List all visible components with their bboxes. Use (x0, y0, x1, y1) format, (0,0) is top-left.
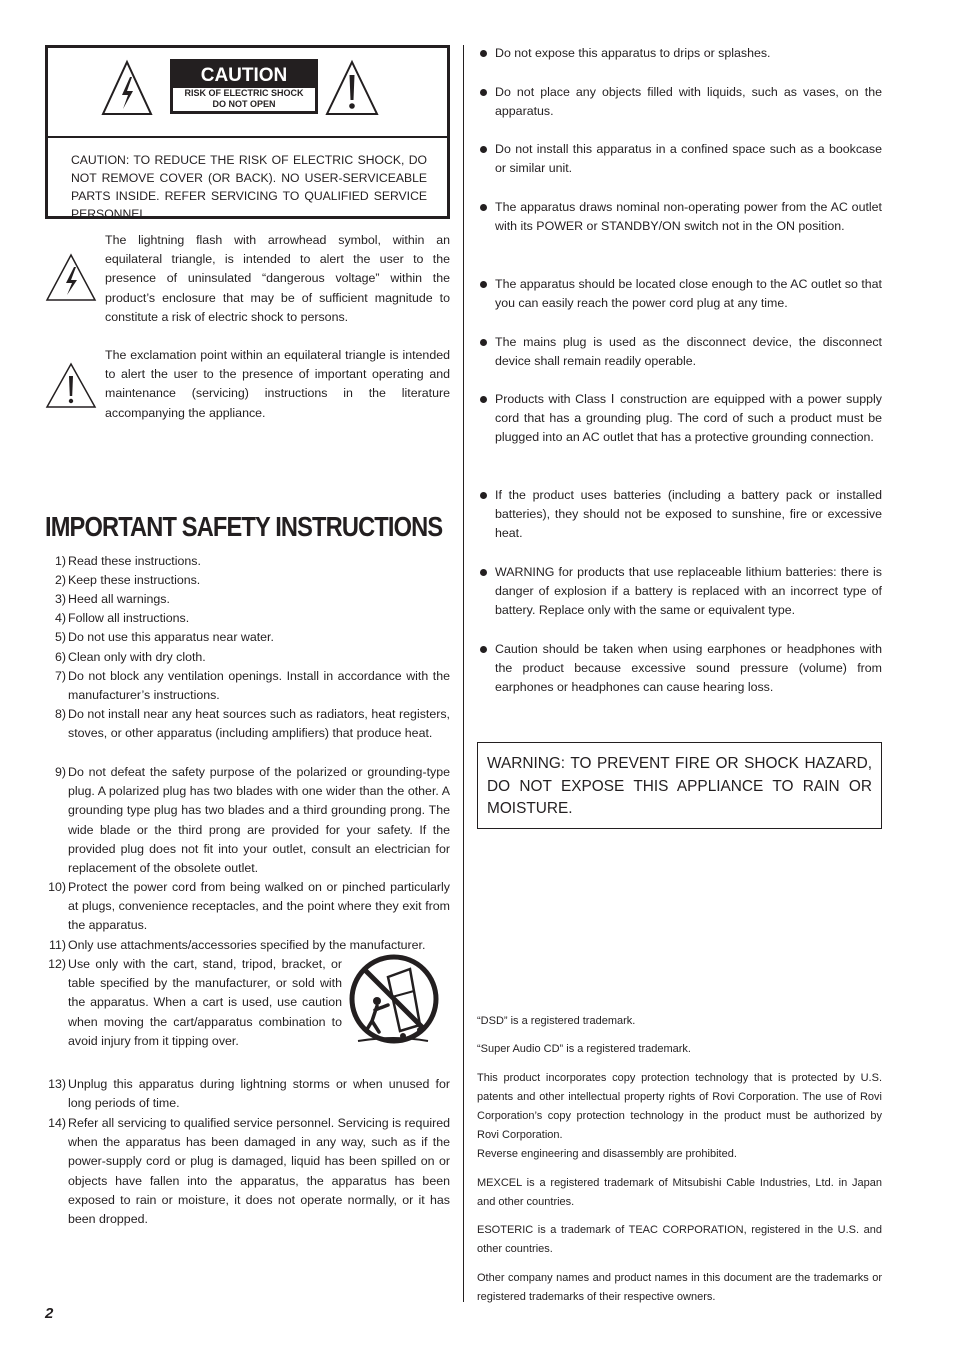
trademark-dsd: “DSD” is a registered trademark. (477, 1015, 636, 1027)
caution-label (170, 59, 318, 114)
bullet-item (477, 83, 882, 121)
bullet-text: The mains plug is used as the disconnect device, the disconnect device shall remain readily operable. (495, 335, 882, 369)
bullet-text: WARNING for products that use replaceable lithium batteries: there is danger of explosion if a battery is replaced with an incorrect type of battery. Replace only with the same or equivalent type. (495, 565, 882, 618)
bullet-item (477, 140, 882, 178)
bullet-text: Do not place any objects filled with liquids, such as vases, on the apparatus. (495, 85, 882, 119)
bullet-text: Do not install this apparatus in a confined space such as a bookcase or similar unit. (495, 142, 882, 176)
instruction-item (40, 955, 342, 1051)
instruction-number: 4) (54, 611, 66, 625)
lightning-symbol-text: The lightning flash with arrowhead symbol, within an equilateral triangle, is intended to alert the user to the presence of uninsulated “dangerous voltage” within the product’s enclosure that may be of sufficient magnitude to constitute a risk of electric shock to persons. (105, 233, 450, 324)
caution-text: CAUTION: TO REDUCE THE RISK OF ELECTRIC SHOCK, DO NOT REMOVE COVER (OR BACK). NO USER-SERVICEABLE PARTS INSIDE. REFER SERVICING TO QUALIFIED SERVICE PERSONNEL. (71, 153, 427, 221)
reverse-engineering-notice: Reverse engineering and disassembly are prohibited. (477, 1148, 737, 1160)
instruction-text: Follow all instructions. (68, 611, 190, 625)
exclamation-symbol-text: The exclamation point within an equilateral triangle is intended to alert the user to the presence of important operating and maintenance (servicing) instructions in the literature accompanying the appliance. (105, 348, 450, 420)
bullet-text: If the product uses batteries (including a battery pack or installed batteries), they should not be exposed to sunshine, fire or excessive heat. (495, 488, 882, 541)
instruction-number: 7) (54, 669, 66, 683)
bullet-dot (480, 569, 487, 576)
instruction-item (40, 628, 450, 647)
instruction-text: Do not defeat the safety purpose of the polarized or grounding-type plug. A polarized plug has two blades with one wider than the other. A grounding type plug has two blades and a third grounding prong. The wide blade or the third prong are provided for your safety. If the provided plug does not fit into your outlet, consult an electrician for replacement of the obsolete outlet. (68, 765, 450, 876)
instruction-number: 14) (48, 1116, 66, 1130)
bullet-item (477, 486, 882, 544)
instruction-text: Keep these instructions. (68, 573, 201, 587)
page-number: 2 (45, 1305, 54, 1322)
caution-word: CAUTION (200, 65, 288, 86)
instruction-item (40, 763, 450, 878)
instruction-text: Protect the power cord from being walked on or pinched particularly at plugs, convenience receptacles, and the point where they exit from the apparatus. (68, 880, 450, 933)
bullet-text: Do not expose this apparatus to drips or splashes. (495, 46, 771, 60)
instruction-text: Unplug this apparatus during lightning storms or when unused for long periods of time. (68, 1077, 450, 1111)
instruction-text: Do not block any ventilation openings. Install in accordance with the manufacturer’s instructions. (68, 669, 450, 703)
instruction-item (40, 571, 450, 590)
caution-sublabel-line1: RISK OF ELECTRIC SHOCK (184, 88, 304, 98)
bullet-dot (480, 89, 487, 96)
bullet-item (477, 563, 882, 621)
bullet-item (477, 275, 882, 313)
trademark-esoteric: ESOTERIC is a trademark of TEAC CORPORATION, registered in the U.S. and other countries. (477, 1224, 882, 1255)
bullet-text: The apparatus draws nominal non-operating power from the AC outlet with its POWER or STANDBY/ON switch not in the ON position. (495, 200, 882, 234)
instruction-item (40, 667, 450, 705)
exclamation-triangle-icon (45, 362, 97, 410)
instruction-text: Heed all warnings. (68, 592, 170, 606)
bullet-item (477, 198, 882, 236)
instruction-item (40, 1075, 450, 1113)
bullet-item (477, 333, 882, 371)
caution-header (48, 48, 447, 138)
instruction-item (40, 609, 450, 628)
instruction-number: 11) (49, 938, 66, 952)
instruction-number: 12) (48, 957, 66, 971)
lightning-triangle-icon (100, 59, 154, 117)
instruction-text: Read these instructions. (68, 554, 201, 568)
instruction-item (40, 590, 450, 609)
lightning-triangle-icon (45, 253, 97, 303)
bullet-text: Products with Class Ⅰ construction are equipped with a power supply cord that has a grounding plug. The cord of such a product must be plugged into an AC outlet that has a protective grounding connection. (495, 392, 882, 445)
caution-box (45, 45, 450, 219)
instruction-item (40, 705, 450, 743)
bullet-item (477, 640, 882, 698)
instruction-text: Use only with the cart, stand, tripod, bracket, or table specified by the manufacturer, or sold with the apparatus. When a cart is used, use caution when moving the cart/apparatus combination to avoid injury from it tipping over. (68, 957, 342, 1048)
instruction-text: Do not install near any heat sources such as radiators, heat registers, stoves, or other apparatus (including amplifiers) that produce heat. (68, 707, 450, 741)
bullet-text: Caution should be taken when using earphones or headphones with the product because excessive sound pressure (volume) from earphones or headphones can cause hearing loss. (495, 642, 882, 695)
instruction-item (40, 1114, 450, 1229)
instruction-item (40, 648, 450, 667)
instruction-item (40, 878, 450, 936)
warning-box: WARNING: TO PREVENT FIRE OR SHOCK HAZARD, DO NOT EXPOSE THIS APPLIANCE TO RAIN OR MOISTURE. (477, 742, 882, 829)
trademark-other: Other company names and product names in this document are the trademarks or registered trademarks of their respective owners. (477, 1272, 882, 1303)
instruction-number: 3) (54, 592, 66, 606)
bullet-dot (480, 50, 487, 57)
bullet-item (477, 44, 882, 63)
instruction-number: 2) (54, 573, 66, 587)
instruction-text: Only use attachments/accessories specified by the manufacturer. (68, 938, 426, 952)
trademark-mexcel: MEXCEL is a registered trademark of Mitsubishi Cable Industries, Ltd. in Japan and other countries. (477, 1177, 882, 1208)
bullet-item (477, 390, 882, 448)
instruction-number: 6) (54, 650, 66, 664)
page-title: IMPORTANT SAFETY INSTRUCTIONS (45, 511, 443, 542)
caution-sublabel-line2: DO NOT OPEN (212, 99, 276, 109)
bullet-dot (480, 146, 487, 153)
instruction-number: 5) (54, 630, 66, 644)
instruction-text: Do not use this apparatus near water. (68, 630, 274, 644)
instruction-number: 10) (48, 880, 66, 894)
bullet-dot (480, 281, 487, 288)
instruction-number: 1) (54, 554, 66, 568)
bullet-dot (480, 339, 487, 346)
bullet-dot (480, 204, 487, 211)
instruction-number: 9) (54, 765, 66, 779)
bullet-text: The apparatus should be located close enough to the AC outlet so that you can easily reach the power cord plug at any time. (495, 277, 882, 311)
instruction-text: Clean only with dry cloth. (68, 650, 206, 664)
bullet-dot (480, 492, 487, 499)
exclamation-triangle-icon (324, 59, 380, 117)
bullet-dot (480, 396, 487, 403)
instruction-text: Refer all servicing to qualified service personnel. Servicing is required when the apparatus has been damaged in any way, such as if the power-supply cord or plug is damaged, liquid has been spilled on or objects have fallen into the apparatus, the apparatus has been exposed to rain or moisture, it does not operate normally, or it has been dropped. (68, 1116, 450, 1227)
cart-tip-over-icon (348, 953, 440, 1049)
column-divider (463, 45, 464, 1302)
bullet-dot (480, 646, 487, 653)
instruction-number: 13) (48, 1077, 66, 1091)
rovi-notice: This product incorporates copy protection technology that is protected by U.S. patents and other intellectual property rights of Rovi Corporation. The use of Rovi Corporation’s copy protection technology in the product must be authorized by Rovi Corporation. (477, 1072, 882, 1141)
instruction-item (40, 552, 450, 571)
caution-sublabel (173, 88, 315, 111)
instruction-number: 8) (54, 707, 66, 721)
trademark-sacd: “Super Audio CD” is a registered trademark. (477, 1043, 691, 1055)
